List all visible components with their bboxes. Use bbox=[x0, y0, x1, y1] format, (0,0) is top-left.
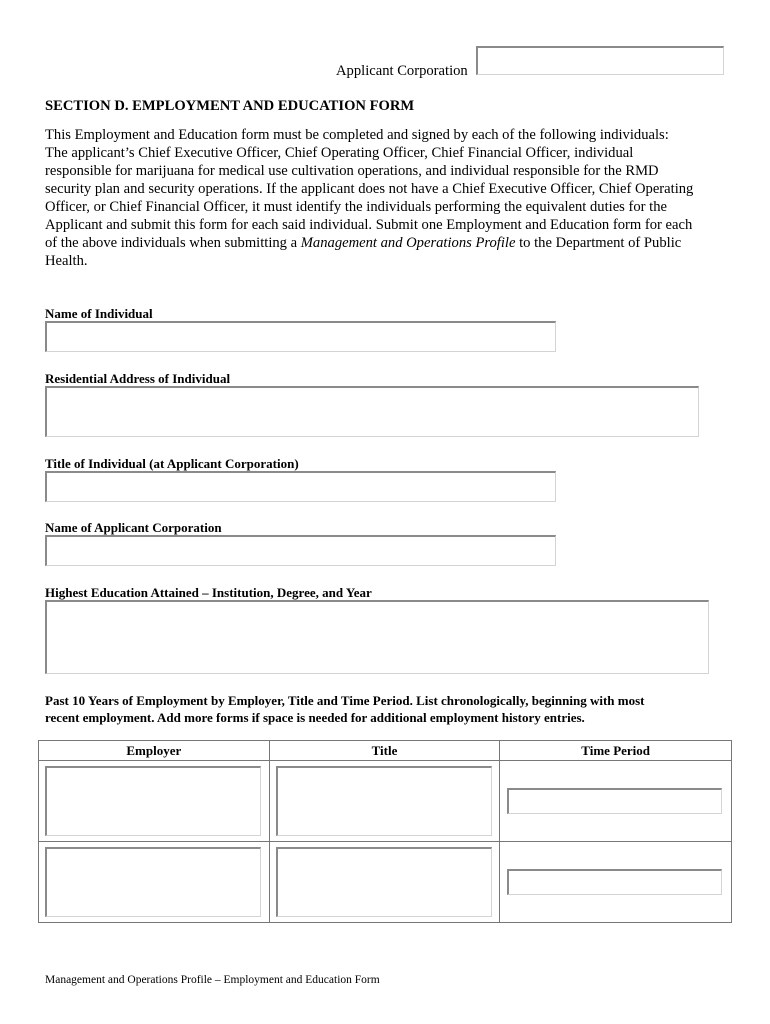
table-row bbox=[39, 761, 732, 842]
residential-address-label: Residential Address of Individual bbox=[45, 371, 231, 386]
table-row bbox=[39, 842, 732, 923]
column-header-title: Title bbox=[269, 741, 500, 761]
column-header-time-period: Time Period bbox=[500, 741, 732, 761]
employer-input[interactable] bbox=[45, 766, 261, 836]
column-header-employer: Employer bbox=[39, 741, 270, 761]
applicant-corporation-name-input[interactable] bbox=[45, 535, 556, 566]
intro-line: Applicant and submit this form for each said individual. Submit one Employment and Education form for each bbox=[45, 217, 693, 233]
employer-cell bbox=[39, 842, 270, 923]
employment-title-input[interactable] bbox=[276, 847, 492, 917]
name-of-individual-label: Name of Individual bbox=[45, 306, 153, 321]
employment-history-table bbox=[38, 740, 732, 923]
section-title: SECTION D. EMPLOYMENT AND EDUCATION FORM bbox=[45, 98, 415, 114]
intro-text: to the Department of Public bbox=[515, 235, 682, 251]
title-of-individual-label: Title of Individual (at Applicant Corporation) bbox=[45, 456, 299, 471]
employer-input[interactable] bbox=[45, 847, 261, 917]
highest-education-label: Highest Education Attained – Institution, Degree, and Year bbox=[45, 585, 372, 600]
applicant-corporation-input[interactable] bbox=[476, 46, 724, 75]
instructions-line: Past 10 Years of Employment by Employer, Title and Time Period. List chronologically, beginning with most bbox=[45, 693, 645, 708]
time-period-input[interactable] bbox=[507, 869, 722, 895]
title-cell bbox=[269, 842, 500, 923]
title-of-individual-input[interactable] bbox=[45, 471, 556, 502]
applicant-corporation-name-label: Name of Applicant Corporation bbox=[45, 520, 222, 535]
intro-line: security plan and security operations. If the applicant does not have a Chief Executive Officer, Chief Operating bbox=[45, 181, 694, 197]
title-cell bbox=[269, 761, 500, 842]
intro-line: responsible for marijuana for medical use cultivation operations, and individual responsible for the RMD bbox=[45, 163, 659, 179]
intro-text: of the above individuals when submitting a bbox=[45, 235, 301, 251]
intro-line: The applicant’s Chief Executive Officer, Chief Operating Officer, Chief Financial Officer, individual bbox=[45, 145, 634, 161]
intro-paragraph bbox=[45, 126, 735, 270]
highest-education-input[interactable] bbox=[45, 600, 709, 674]
intro-line bbox=[45, 234, 735, 252]
time-period-cell bbox=[500, 761, 732, 842]
intro-line: Health. bbox=[45, 253, 88, 269]
page-footer: Management and Operations Profile – Employment and Education Form bbox=[45, 974, 380, 986]
employment-instructions bbox=[45, 692, 645, 726]
instructions-line: recent employment. Add more forms if space is needed for additional employment history entries. bbox=[45, 710, 585, 725]
name-of-individual-input[interactable] bbox=[45, 321, 556, 352]
intro-line: Officer, or Chief Financial Officer, it must identify the individuals performing the equivalent duties for the bbox=[45, 199, 668, 215]
time-period-cell bbox=[500, 842, 732, 923]
employer-cell bbox=[39, 761, 270, 842]
intro-line: This Employment and Education form must be completed and signed by each of the following individuals: bbox=[45, 127, 669, 143]
intro-italic-title: Management and Operations Profile bbox=[300, 235, 516, 251]
table-header-row bbox=[39, 741, 732, 761]
time-period-input[interactable] bbox=[507, 788, 722, 814]
residential-address-input[interactable] bbox=[45, 386, 699, 437]
employment-title-input[interactable] bbox=[276, 766, 492, 836]
applicant-corporation-label: Applicant Corporation bbox=[336, 63, 468, 79]
